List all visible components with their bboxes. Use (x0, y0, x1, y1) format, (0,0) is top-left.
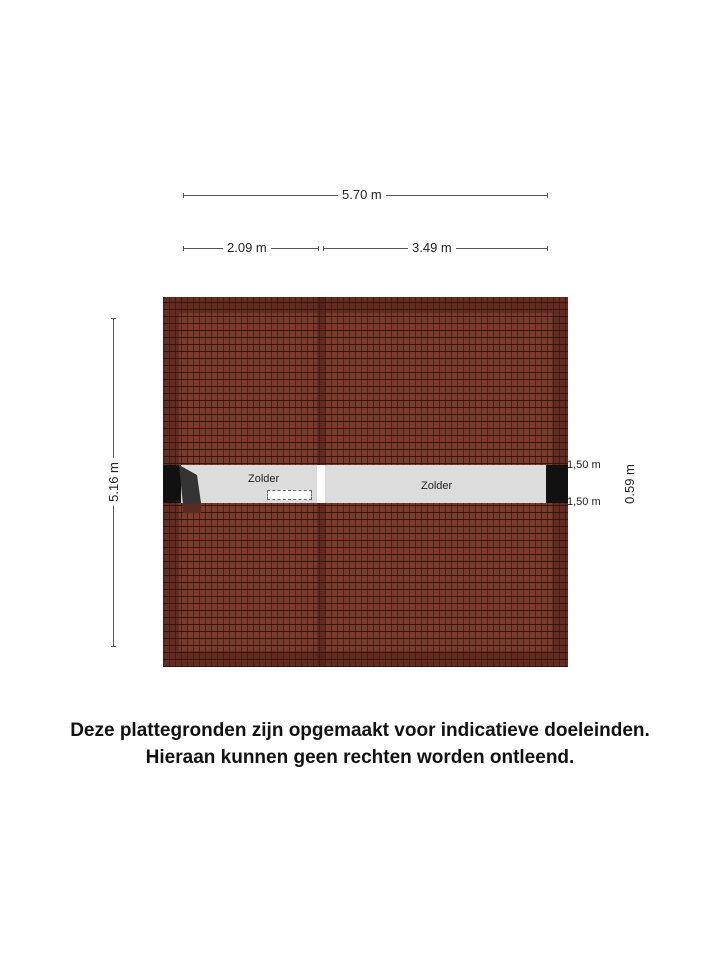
dimension-label: 5.16 m (106, 458, 122, 506)
attic-hatch (267, 490, 312, 500)
chimney-shape (179, 465, 205, 515)
disclaimer-line-1: Deze plattegronden zijn opgemaakt voor indicatieve doeleinden. (70, 720, 650, 741)
dimension-tick (547, 193, 548, 198)
dimension-tick (111, 318, 116, 319)
attic-floor-strip (163, 465, 568, 503)
dimension-label: 3.49 m (408, 240, 456, 256)
dimension-label: 5.70 m (338, 187, 386, 203)
dimension-tick (318, 246, 319, 251)
height-marker-top: 1,50 m (567, 459, 601, 471)
dimension-tick (183, 193, 184, 198)
wall-right (546, 465, 568, 503)
dimension-tick (183, 246, 184, 251)
dimension-right-height: 0.59 m (622, 460, 638, 508)
dimension-tick (323, 246, 324, 251)
dimension-tick (111, 646, 116, 647)
height-marker-bottom: 1,50 m (567, 496, 601, 508)
dimension-tick (547, 246, 548, 251)
disclaimer-line-2: Hieraan kunnen geen rechten worden ontleend. (145, 747, 575, 768)
partition-gap (317, 465, 325, 503)
room-label-right: Zolder (421, 480, 453, 492)
dimension-label: 2.09 m (223, 240, 271, 256)
room-label-left: Zolder (248, 473, 280, 485)
